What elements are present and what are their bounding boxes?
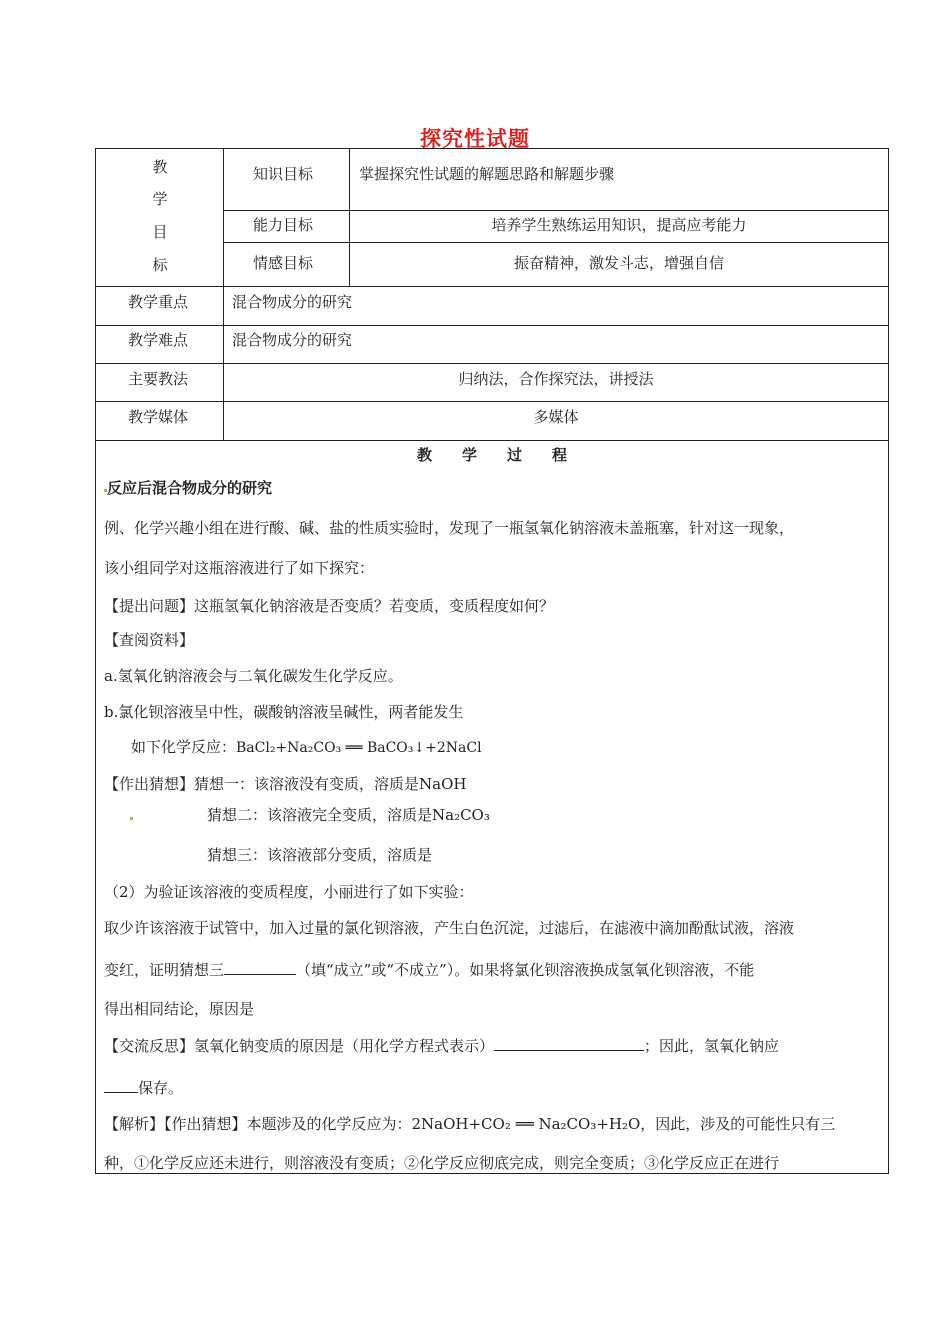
method-label: 主要教法	[128, 370, 189, 388]
paragraph-line: 例、化学兴趣小组在进行酸、碱、盐的性质实验时，发现了一瓶氢氧化钠溶液未盖瓶塞，针对这一现象，	[104, 519, 795, 537]
paragraph-line: 该小组同学对这瓶溶液进行了如下探究：	[104, 559, 375, 577]
experiment-line-end: （填“成立”或“不成立”）。如果将氯化钡溶液换成氢氧化钡溶液，不能	[296, 961, 755, 979]
page-title: 探究性试题	[420, 127, 530, 151]
objectives-label-char: 标	[152, 256, 168, 274]
decorative-dot	[130, 817, 133, 820]
knowledge-objective-label: 知识目标	[253, 165, 314, 183]
reflection-line-start: 【交流反思】氢氧化钠变质的原因是（用化学方程式表示）	[104, 1037, 495, 1055]
table-divider	[95, 401, 889, 402]
table-divider	[95, 325, 889, 326]
hypothesis-two: 猜想二：该溶液完全变质，溶质是Na₂CO₃	[207, 806, 490, 824]
hypothesis-one: 【作出猜想】猜想一：该溶液没有变质，溶质是NaOH	[104, 775, 467, 793]
emotion-objective-value: 振奋精神，激发斗志，增强自信	[513, 254, 724, 272]
answer-blank[interactable]	[104, 1078, 138, 1093]
reference-line-a: a.氢氧化钠溶液会与二氧化碳发生化学反应。	[104, 667, 403, 685]
table-divider	[95, 363, 889, 364]
difficulty-value: 混合物成分的研究	[232, 331, 353, 349]
lesson-plan-table	[95, 148, 889, 1174]
emotion-objective-label: 情感目标	[253, 254, 314, 272]
answer-blank[interactable]	[224, 960, 296, 975]
analysis-line: 【解析】【作出猜想】本题涉及的化学反应为：2NaOH+CO₂ ══ Na₂CO₃+H₂O，因此，涉及的可能性只有三	[104, 1115, 836, 1133]
ability-objective-value: 培养学生熟练运用知识，提高应考能力	[491, 216, 747, 234]
difficulty-label: 教学难点	[128, 331, 189, 349]
reflection-line	[104, 1036, 876, 1056]
table-divider	[95, 286, 889, 287]
experiment-line: 取少许该溶液于试管中，加入过量的氯化钡溶液，产生白色沉淀，过滤后，在滤液中滴加酚酞试液，溶液	[104, 919, 795, 937]
storage-text: 保存。	[138, 1079, 184, 1097]
key-point-value: 混合物成分的研究	[232, 293, 353, 311]
reaction-line	[131, 737, 903, 758]
hypothesis-three: 猜想三：该溶液部分变质，溶质是	[207, 846, 433, 864]
table-divider	[95, 440, 889, 441]
table-divider	[223, 148, 224, 440]
storage-line	[104, 1078, 876, 1098]
media-label: 教学媒体	[128, 408, 189, 426]
reference-heading: 【查阅资料】	[104, 631, 195, 649]
table-divider	[223, 210, 889, 211]
ability-objective-label: 能力目标	[253, 216, 314, 234]
answer-blank[interactable]	[494, 1036, 644, 1051]
reaction-prefix: 如下化学反应：	[131, 738, 237, 756]
analysis-line: 种，①化学反应还未进行，则溶液没有变质；②化学反应彻底完成，则完全变质；③化学反应正在进行	[104, 1154, 780, 1172]
objectives-label-char: 教	[152, 158, 168, 176]
experiment-reason: 得出相同结论，原因是	[104, 1000, 255, 1018]
key-point-label: 教学重点	[128, 293, 189, 311]
question-line: 【提出问题】这瓶氢氧化钠溶液是否变质？若变质，变质程度如何？	[104, 597, 555, 615]
experiment-line	[104, 960, 876, 980]
experiment-intro: （2）为验证该溶液的变质程度，小丽进行了如下实验：	[104, 883, 474, 901]
objectives-label-char: 目	[152, 223, 168, 241]
knowledge-objective-value: 掌握探究性试题的解题思路和解题步骤	[359, 165, 615, 183]
process-heading: 教 学 过 程	[416, 446, 567, 464]
media-value: 多媒体	[533, 408, 579, 426]
table-divider	[223, 242, 889, 243]
reference-line-b: b.氯化钡溶液呈中性，碳酸钠溶液呈碱性，两者能发生	[104, 703, 464, 721]
reaction-equation: BaCl₂+Na₂CO₃ ══ BaCO₃↓+2NaCl	[236, 740, 482, 756]
method-value: 归纳法，合作探究法，讲授法	[458, 370, 654, 388]
objectives-label-char: 学	[152, 190, 168, 208]
section-title: 反应后混合物成分的研究	[107, 479, 273, 497]
reflection-line-end: ；因此，氢氧化钠应	[644, 1037, 780, 1055]
experiment-line-start: 变红，证明猜想三	[104, 961, 225, 979]
